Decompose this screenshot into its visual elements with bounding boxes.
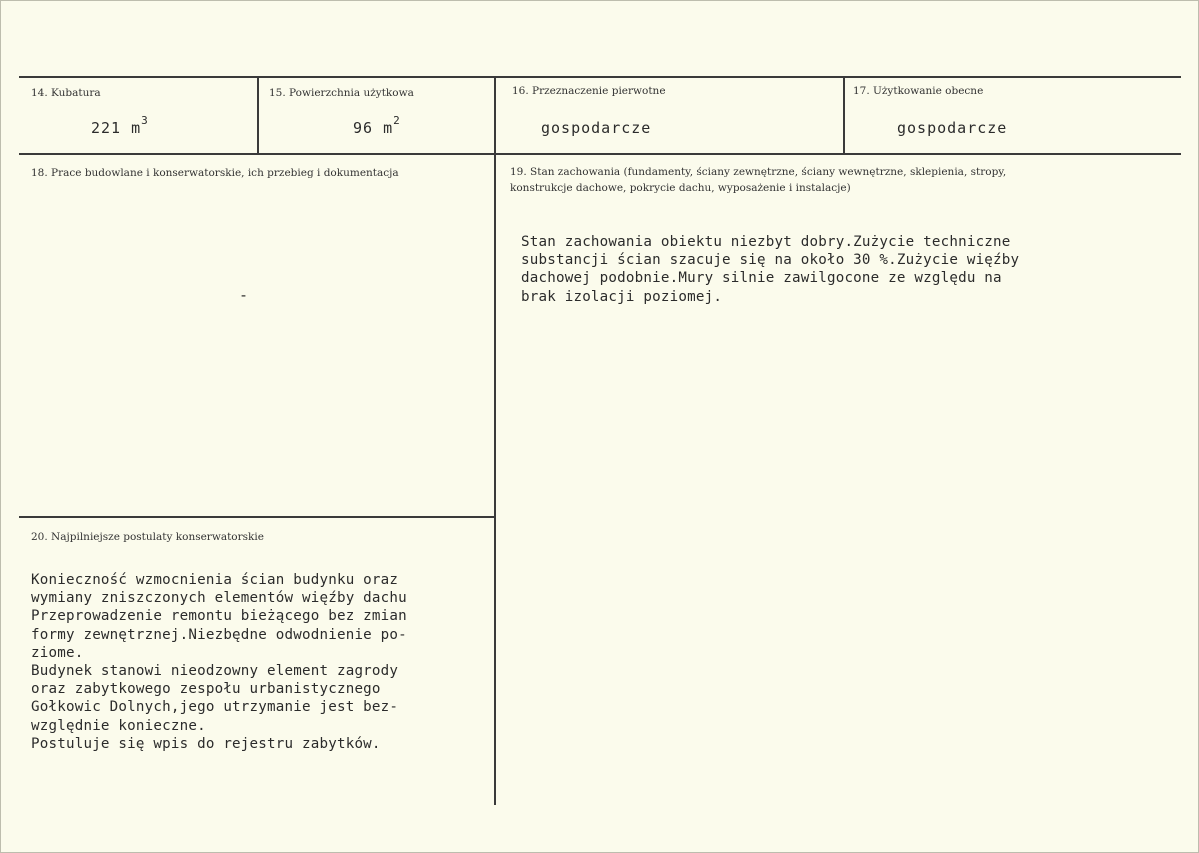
field-18-label: 18. Prace budowlane i konserwatorskie, ich przebieg i dokumentacja [31, 167, 399, 179]
top-border-line [19, 76, 1181, 78]
field-19-label-line-2: konstrukcje dachowe, pokrycie dachu, wyposażenie i instalacje) [510, 182, 851, 194]
field-15-label: 15. Powierzchnia użytkowa [269, 87, 414, 99]
col-divider-1 [257, 77, 259, 154]
field-20-label: 20. Najpilniejsze postulaty konserwatorskie [31, 531, 264, 543]
field-19-label-line-1: 19. Stan zachowania (fundamenty, ściany zewnętrzne, ściany wewnętrzne, sklepienia, stropy, [510, 166, 1007, 178]
field-14-exponent: 3 [141, 114, 149, 127]
field-20-text: Konieczność wzmocnienia ścian budynku oraz wymiany zniszczonych elementów więźby dachu Przeprowadzenie remontu bieżącego bez zmian formy zewnętrznej.Niezbędne odwodnienie po- ziome. Budynek stanowi nieodzowny element zagrody oraz zabytkowego zespołu urbanistycznego Gołkowic Dolnych,jego utrzymanie jest bez- względnie konieczne. Postuluje się wpis do rejestru zabytków. [31, 572, 407, 752]
field-19-text: Stan zachowania obiektu niezbyt dobry.Zużycie techniczne substancji ścian szacuje się na około 30 %.Zużycie więźby dachowej podobnie.Mury silnie zawilgocone ze względu na brak izolacji poziomej. [521, 234, 1020, 305]
field-14-unit: m [131, 119, 142, 137]
col-divider-3 [843, 77, 845, 154]
field-15-exponent: 2 [393, 114, 401, 127]
field-18-value: - [239, 286, 250, 304]
field-16-value: gospodarcze [541, 119, 652, 137]
field-15-number: 96 [353, 119, 374, 137]
field-15-unit: m [383, 119, 394, 137]
field-14-number: 221 [91, 119, 122, 137]
col-divider-2 [494, 77, 496, 805]
field-17-value: gospodarcze [897, 119, 1008, 137]
field-16-label: 16. Przeznaczenie pierwotne [512, 85, 666, 97]
field-17-label: 17. Użytkowanie obecne [853, 85, 984, 97]
field-15-value [353, 114, 401, 137]
row-divider-line [19, 153, 1181, 155]
section-20-top-line [19, 516, 494, 518]
field-14-value [91, 114, 149, 137]
field-14-label: 14. Kubatura [31, 87, 101, 99]
